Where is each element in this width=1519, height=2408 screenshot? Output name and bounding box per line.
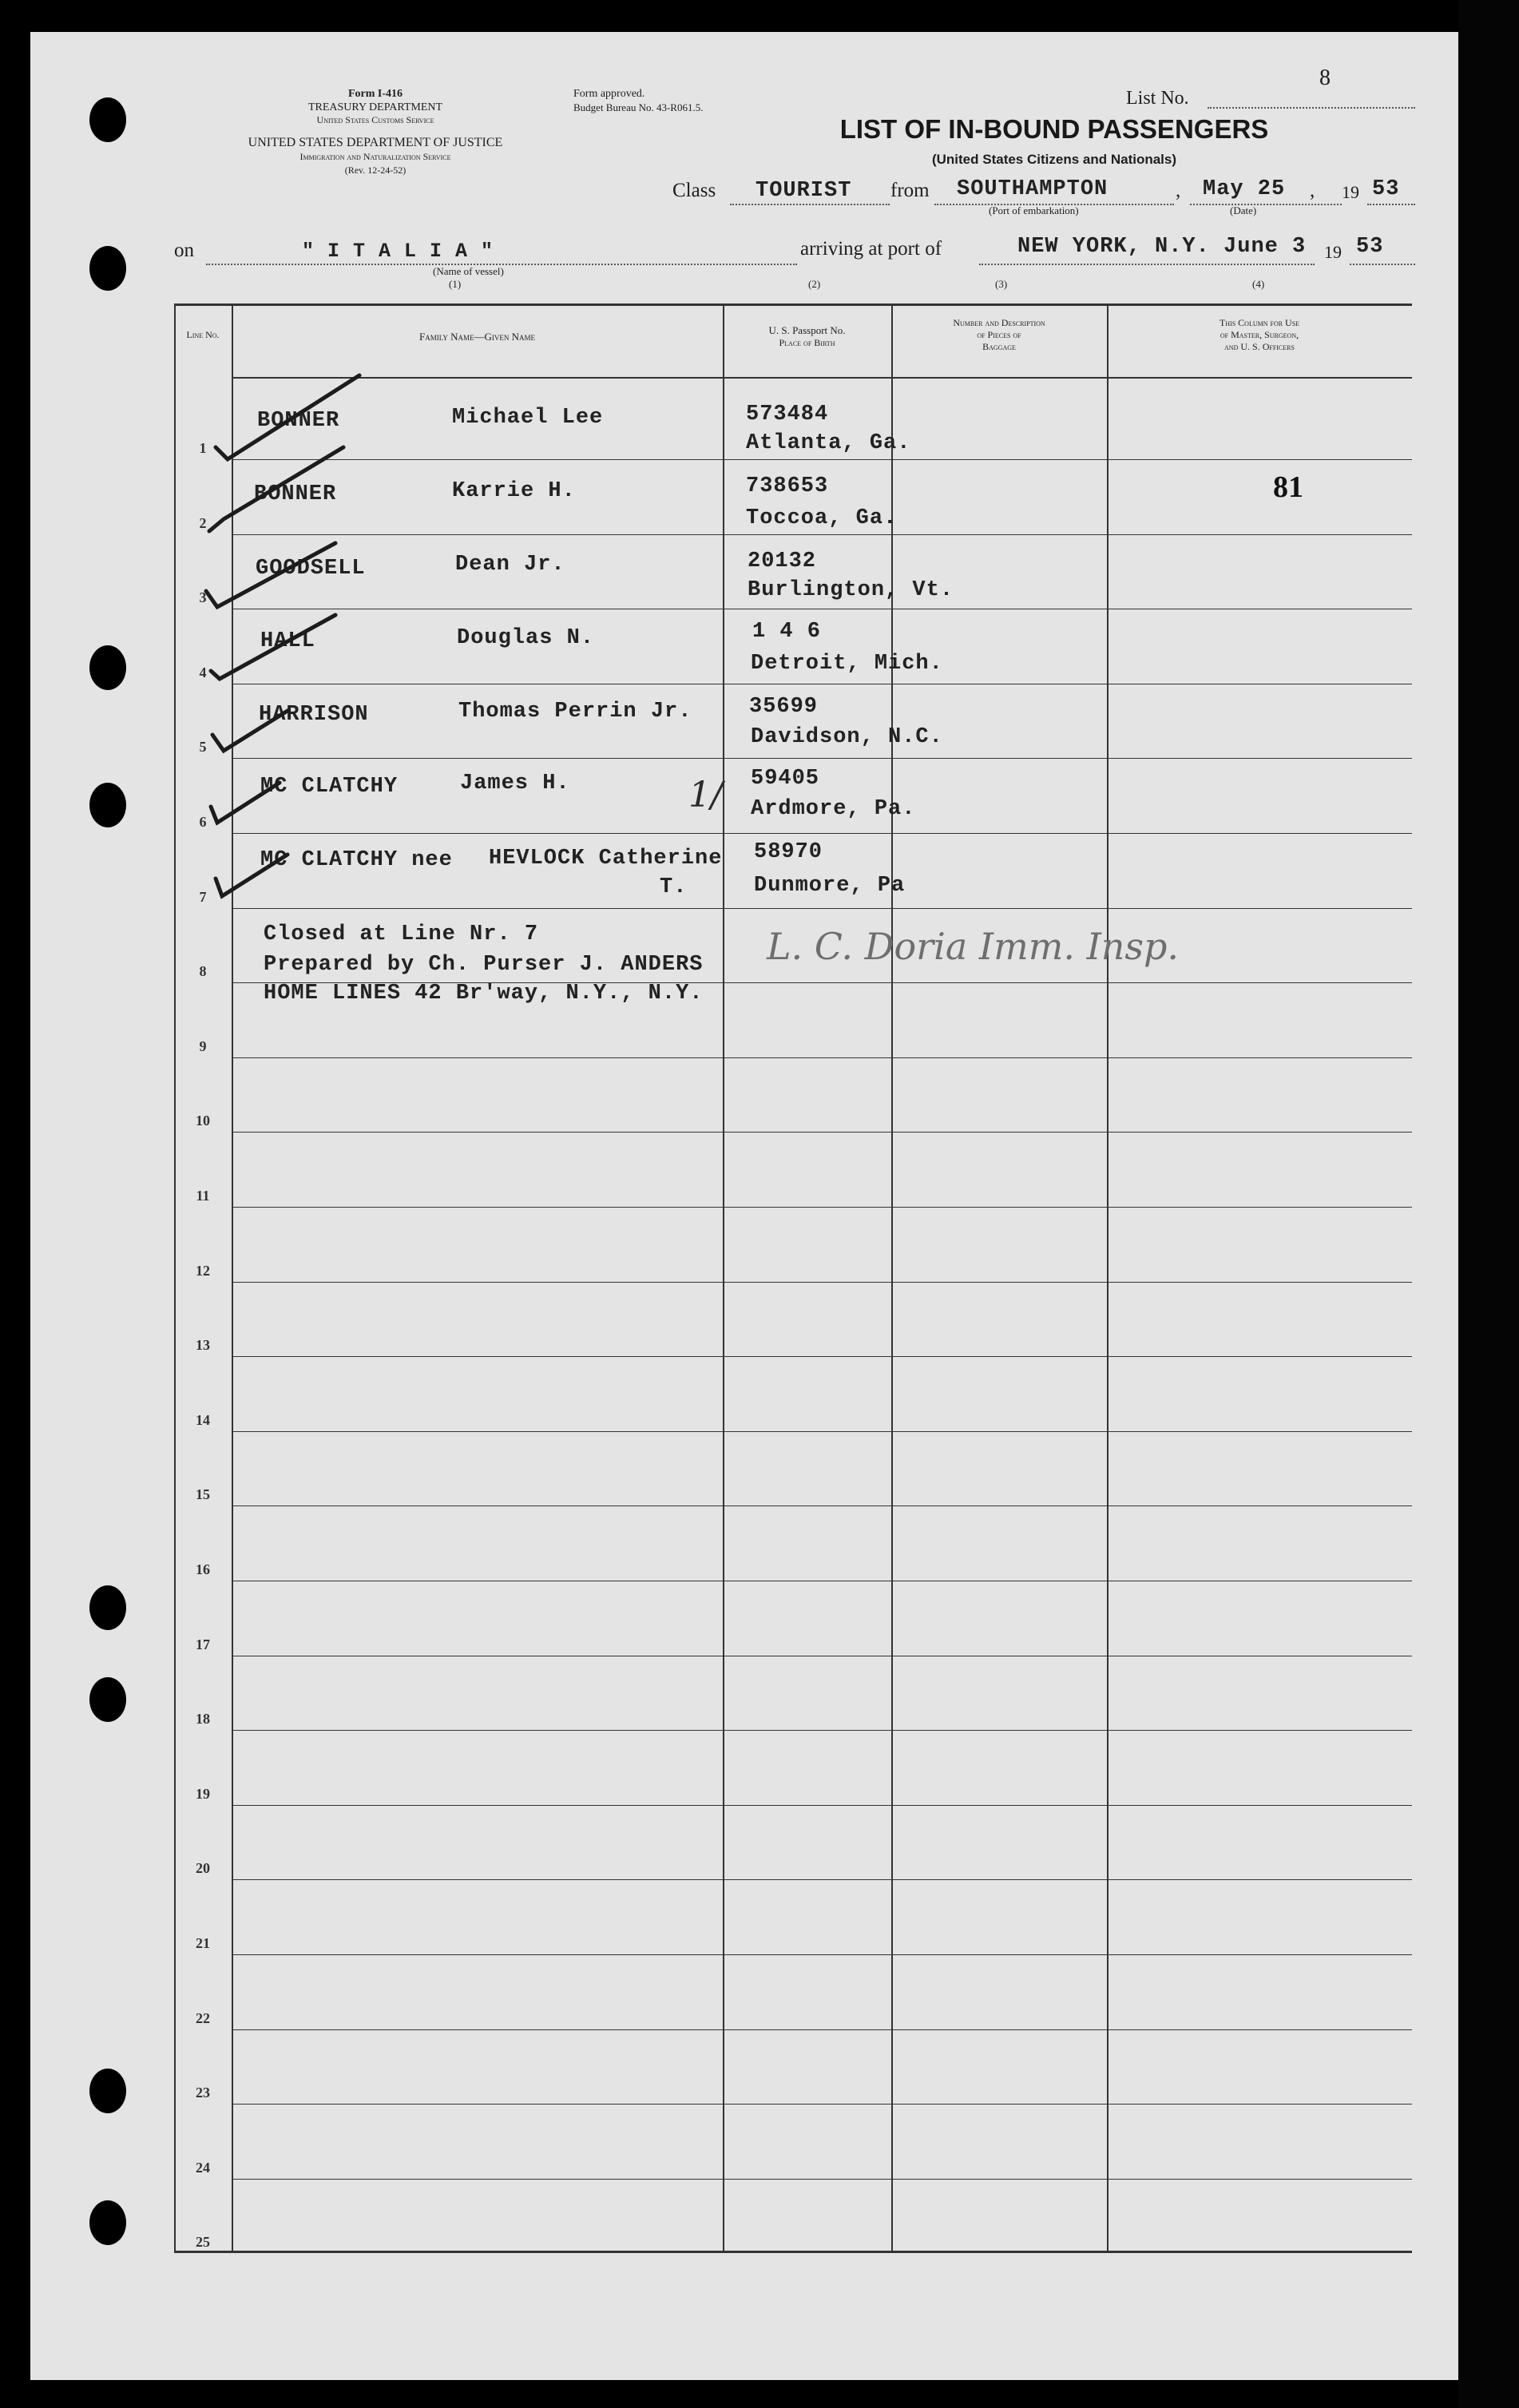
from-label: from	[890, 180, 930, 201]
given-name: James H.	[460, 772, 570, 795]
row-line	[233, 1057, 1412, 1058]
page-title: LIST OF IN-BOUND PASSENGERS	[839, 114, 1269, 144]
arrive-year-line	[1350, 264, 1415, 265]
officers-header-2: of Master, Surgeon,	[1220, 329, 1299, 340]
check-mark-icon	[211, 783, 280, 823]
caption-2: (2)	[808, 278, 821, 290]
line-number: 12	[196, 1263, 210, 1279]
year-value: 53	[1372, 177, 1400, 201]
treasury-label: TREASURY DEPARTMENT	[307, 101, 443, 113]
family-name: GOODSELL	[256, 557, 366, 581]
approved-label: Form approved.	[573, 88, 645, 100]
baggage-header-2: of Pieces of	[977, 329, 1021, 340]
passport-number: 59405	[751, 767, 820, 791]
row-line	[233, 1431, 1412, 1432]
line-number: 8	[199, 963, 207, 979]
customs-label: United States Customs Service	[316, 114, 434, 125]
row-line	[233, 2104, 1412, 2105]
row-line	[233, 1805, 1412, 1806]
on-label: on	[174, 240, 194, 261]
list-no-line	[1208, 107, 1415, 109]
name-header: Family Name—Given Name	[419, 331, 535, 343]
passport-number: 573484	[746, 403, 829, 426]
page-number: 8	[1319, 65, 1331, 90]
class-label: Class	[672, 180, 716, 201]
arriving-label: arriving at port of	[800, 238, 942, 260]
arrive-year-value: 53	[1356, 235, 1384, 259]
row-line	[233, 1954, 1412, 1955]
binder-hole	[89, 783, 126, 827]
officer-note: 81	[1273, 470, 1303, 504]
port-value: NEW YORK, N.Y. June 3	[1017, 235, 1307, 259]
check-mark-icon	[206, 543, 335, 607]
class-line	[730, 204, 890, 205]
column-divider	[1107, 303, 1109, 2252]
table-top-border	[174, 303, 1412, 306]
ins-label: Immigration and Naturalization Service	[299, 151, 451, 162]
page-subtitle: (United States Citizens and Nationals)	[931, 152, 1177, 167]
binder-hole	[89, 1677, 126, 1722]
year-line	[1367, 204, 1415, 205]
header-bottom-line	[232, 377, 1412, 379]
birthplace: Davidson, N.C.	[751, 725, 943, 749]
line-number: 11	[196, 1188, 210, 1204]
line-number: 20	[196, 1860, 210, 1876]
birthplace: Ardmore, Pa.	[751, 797, 916, 821]
class-value: TOURIST	[756, 179, 852, 203]
family-name: MC CLATCHY nee	[260, 848, 453, 872]
binder-hole	[89, 246, 126, 291]
line-number: 10	[196, 1113, 210, 1129]
family-name: HARRISON	[259, 703, 369, 727]
check-marks	[200, 359, 367, 918]
caption-1: (1)	[449, 278, 462, 290]
binder-hole	[89, 2200, 126, 2245]
birthplace: Detroit, Mich.	[751, 652, 943, 676]
line-number: 6	[199, 814, 207, 830]
list-no-label: List No.	[1126, 88, 1189, 109]
caption-3: (3)	[995, 278, 1008, 290]
passport-header: U. S. Passport No.	[768, 324, 846, 336]
passport-number: 738653	[746, 474, 829, 498]
family-name: MC CLATCHY	[260, 775, 399, 799]
check-mark-icon	[212, 711, 288, 751]
binder-hole	[89, 645, 126, 690]
port-line	[979, 264, 1315, 265]
baggage-header-1: Number and Description	[953, 317, 1045, 328]
given-name: Karrie H.	[452, 479, 576, 503]
row-line	[233, 1207, 1412, 1208]
comma: ,	[1176, 180, 1181, 201]
line-number: 17	[196, 1636, 210, 1652]
line-number: 16	[196, 1561, 210, 1577]
row-line	[233, 833, 1412, 834]
row-line	[233, 1132, 1412, 1133]
table-left-border	[174, 303, 176, 2252]
line-no-header: Line No.	[186, 329, 220, 340]
birthplace: Dunmore, Pa	[754, 874, 906, 898]
given-name-2: T.	[660, 875, 688, 899]
line-number: 18	[196, 1711, 210, 1727]
date-caption: (Date)	[1230, 204, 1257, 216]
check-mark-icon	[216, 375, 359, 459]
line-number: 7	[199, 889, 207, 905]
from-value: SOUTHAMPTON	[957, 177, 1109, 201]
line-number: 1	[199, 440, 207, 456]
embark-caption: (Port of embarkation)	[989, 204, 1079, 216]
birthplace: Atlanta, Ga.	[746, 431, 911, 455]
check-mark-icon	[211, 615, 335, 679]
birthplace-header: Place of Birth	[779, 337, 835, 348]
line-number: 13	[196, 1337, 210, 1353]
caption-4: (4)	[1252, 278, 1265, 290]
closing-line-3: HOME LINES 42 Br'way, N.Y., N.Y.	[264, 982, 704, 1006]
table-bottom-border	[174, 2251, 1412, 2253]
row-line	[233, 534, 1412, 535]
line-number: 22	[196, 2010, 210, 2026]
family-name: HALL	[260, 629, 315, 653]
given-name: Thomas Perrin Jr.	[458, 700, 692, 724]
revision-label: (Rev. 12-24-52)	[344, 165, 407, 176]
inspector-signature: L. C. Doria Imm. Insp.	[767, 925, 1180, 968]
row-line	[233, 1282, 1412, 1283]
line-number: 24	[196, 2160, 210, 2176]
arrive-year-prefix: 19	[1324, 242, 1342, 262]
comma: ,	[1310, 180, 1315, 201]
row-line	[233, 2179, 1412, 2180]
line-number: 5	[199, 739, 207, 755]
line-number: 14	[196, 1412, 210, 1428]
given-name: Michael Lee	[452, 406, 604, 430]
check-mark-icon	[216, 855, 288, 896]
line-number: 23	[196, 2085, 210, 2101]
binder-hole	[89, 1585, 126, 1630]
row-line	[233, 1879, 1412, 1880]
handwritten-mark: 1/	[688, 775, 723, 815]
row-line	[233, 2029, 1412, 2030]
date-line	[1190, 204, 1342, 205]
given-name: Dean Jr.	[455, 553, 565, 577]
passport-number: 1 4 6	[752, 620, 822, 644]
vessel-value: " I T A L I A "	[302, 240, 494, 263]
passport-number: 35699	[749, 695, 819, 719]
line-number: 3	[199, 589, 207, 605]
baggage-header-3: Baggage	[982, 341, 1016, 352]
given-name: Douglas N.	[457, 626, 595, 650]
row-line	[233, 1730, 1412, 1731]
officers-header-3: and U. S. Officers	[1224, 341, 1295, 352]
line-number: 2	[199, 515, 207, 531]
passport-number: 20132	[748, 549, 817, 573]
year-prefix: 19	[1342, 182, 1359, 202]
vessel-caption: (Name of vessel)	[433, 265, 504, 277]
given-name: HEVLOCK Catherine	[489, 847, 723, 871]
column-divider	[723, 303, 724, 2252]
row-line	[233, 758, 1412, 759]
scan-edge	[1458, 0, 1519, 2408]
passport-number: 58970	[754, 840, 823, 864]
closing-line-1: Closed at Line Nr. 7	[264, 922, 539, 946]
line-number: 4	[199, 664, 207, 680]
row-line	[233, 459, 1412, 460]
row-line	[233, 908, 1412, 909]
birthplace: Burlington, Vt.	[748, 578, 954, 602]
binder-hole	[89, 2069, 126, 2113]
family-name: BONNER	[254, 482, 337, 506]
officers-header-1: This Column for Use	[1219, 317, 1300, 328]
closing-line-2: Prepared by Ch. Purser J. ANDERS	[264, 953, 704, 977]
line-number: 19	[196, 1786, 210, 1802]
line-number: 15	[196, 1486, 210, 1502]
binder-hole	[89, 97, 126, 142]
date-value: May 25	[1203, 177, 1286, 201]
birthplace: Toccoa, Ga.	[746, 506, 898, 530]
line-number: 21	[196, 1935, 210, 1951]
budget-label: Budget Bureau No. 43-R061.5.	[573, 101, 704, 113]
line-number: 25	[196, 2234, 210, 2250]
line-number: 9	[199, 1038, 207, 1054]
row-line	[233, 1356, 1412, 1357]
form-number: Form I-416	[347, 88, 403, 100]
row-line	[233, 1505, 1412, 1506]
justice-label: UNITED STATES DEPARTMENT OF JUSTICE	[248, 136, 503, 149]
family-name: BONNER	[257, 409, 340, 433]
